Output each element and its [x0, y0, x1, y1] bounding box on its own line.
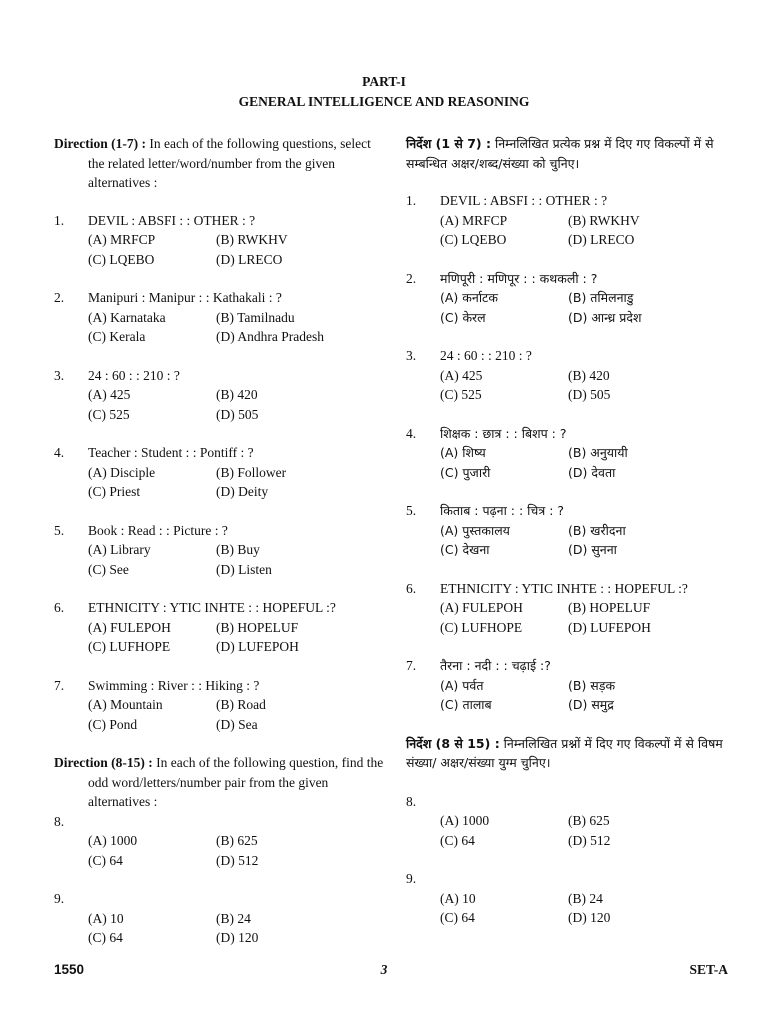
question-text: शिक्षक : छात्र : : बिशप : ?: [440, 425, 567, 441]
option-b: (B) HOPELUF: [216, 619, 299, 635]
option-c: (C) Pond: [88, 716, 138, 732]
option-a: (A) FULEPOH: [88, 619, 171, 635]
question-number: 6.: [54, 600, 65, 615]
option-b: (B) 24: [568, 890, 603, 906]
option-b: (B) सड़क: [568, 677, 616, 693]
question-text: 24 : 60 : : 210 : ?: [88, 367, 180, 383]
question-8-hindi: [406, 792, 730, 851]
option-d: (D) 120: [568, 910, 611, 925]
question-7: [54, 676, 384, 735]
option-d: (D) 120: [216, 930, 259, 945]
option-c: (C) केरल: [440, 309, 486, 325]
question-6: [54, 598, 384, 657]
option-b: (B) खरीदना: [568, 522, 626, 538]
question-number: 9.: [54, 891, 65, 906]
question-5-hindi: [406, 501, 730, 560]
question-number: 8.: [406, 793, 417, 809]
option-d: (D) देवता: [568, 464, 616, 480]
option-d: (D) 512: [216, 852, 259, 868]
option-b: (B) Buy: [216, 542, 260, 557]
option-c: (C) 64: [88, 930, 123, 945]
option-c: (C) LQEBO: [440, 232, 507, 247]
question-number: 4.: [54, 445, 65, 460]
question-number: 5.: [54, 522, 65, 538]
question-2: [54, 288, 384, 347]
option-a: (A) 10: [88, 910, 124, 926]
question-number: 3.: [406, 348, 417, 363]
question-text: Swimming : River : : Hiking : ?: [88, 677, 260, 693]
option-b: (B) 24: [216, 910, 251, 926]
question-7-hindi: [406, 656, 730, 715]
direction-text: निम्नलिखित प्रश्नों में दिए गए विकल्पों में से विषम संख्या/ अक्षर/संख्या युग्म चुनिए।: [406, 735, 723, 770]
option-a: (A) 10: [440, 890, 476, 906]
option-b: (B) तमिलनाडु: [568, 290, 634, 305]
option-c: (C) Kerala: [88, 329, 146, 344]
direction-label: Direction (8-15) :: [54, 755, 153, 770]
option-d: (D) Andhra Pradesh: [216, 329, 324, 344]
question-text: ETHNICITY : YTIC INHTE : : HOPEFUL :?: [440, 580, 688, 596]
option-c: (C) 64: [440, 832, 475, 848]
question-text: Manipuri : Manipur : : Kathakali : ?: [88, 290, 282, 305]
direction-label: निर्देश (8 से 15) :: [406, 735, 500, 751]
option-b: (B) 625: [216, 833, 258, 848]
question-3: [54, 366, 384, 425]
option-d: (D) 512: [568, 832, 611, 848]
option-a: (A) 1000: [88, 833, 138, 848]
option-d: (D) Sea: [216, 716, 258, 732]
option-c: (C) See: [88, 561, 129, 577]
hindi-column: [406, 134, 730, 947]
question-6-hindi: [406, 579, 730, 638]
option-d: (D) LRECO: [216, 251, 283, 267]
question-2-hindi: [406, 269, 730, 328]
question-number: 2.: [406, 270, 417, 286]
option-a: (A) पुस्तकालय: [440, 522, 510, 538]
part-heading: PART-I: [362, 74, 406, 89]
option-c: (C) पुजारी: [440, 464, 491, 480]
option-a: (A) Library: [88, 542, 151, 557]
question-number: 5.: [406, 503, 417, 518]
option-c: (C) LQEBO: [88, 251, 155, 267]
question-number: 9.: [406, 871, 417, 886]
option-a: (A) MRFCP: [88, 232, 156, 247]
question-number: 7.: [406, 658, 417, 673]
question-number: 7.: [54, 677, 65, 693]
question-1: [54, 211, 384, 270]
option-a: (A) Karnataka: [88, 309, 166, 325]
question-9-hindi: [406, 869, 730, 928]
option-d: (D) 505: [216, 406, 259, 422]
option-a: (A) 425: [440, 367, 483, 383]
set-label: SET-A: [689, 962, 728, 977]
option-a: (A) MRFCP: [440, 212, 508, 228]
option-c: (C) LUFHOPE: [440, 619, 523, 635]
direction-text: In each of the following question, find the odd word/letters/number pair from the given alternatives :: [88, 755, 384, 809]
question-number: 1.: [54, 212, 65, 228]
question-text: DEVIL : ABSFI : : OTHER : ?: [88, 212, 256, 228]
option-b: (B) Road: [216, 697, 266, 712]
question-text: किताब : पढ़ना : : चित्र : ?: [440, 503, 565, 518]
question-text: तैरना : नदी : : चढ़ाई :?: [440, 658, 551, 673]
option-c: (C) देखना: [440, 542, 490, 557]
option-b: (B) Tamilnadu: [216, 309, 295, 325]
question-number: 2.: [54, 290, 65, 305]
option-a: (A) Mountain: [88, 697, 163, 712]
option-a: (A) FULEPOH: [440, 600, 523, 615]
question-text: मणिपूरी : मणिपूर : : कथकली : ?: [440, 270, 598, 286]
option-c: (C) तालाब: [440, 697, 492, 712]
question-text: Book : Read : : Picture : ?: [88, 522, 228, 538]
direction-8-15-hindi: [406, 734, 730, 773]
option-b: (B) RWKHV: [216, 232, 288, 247]
option-c: (C) 64: [88, 852, 123, 868]
english-column: [54, 134, 384, 967]
direction-1-7: [54, 134, 384, 193]
option-a: (A) शिष्य: [440, 445, 486, 460]
question-9: [54, 889, 384, 948]
direction-label: निर्देश (1 से 7) :: [406, 136, 491, 151]
option-c: (C) LUFHOPE: [88, 639, 171, 654]
question-text: Teacher : Student : : Pontiff : ?: [88, 445, 254, 460]
booklet-code: 1550: [54, 962, 85, 977]
direction-1-7-hindi: [406, 134, 730, 173]
option-a: (A) 425: [88, 387, 131, 402]
option-c: (C) 525: [88, 406, 130, 422]
option-b: (B) 420: [568, 367, 610, 383]
option-d: (D) LUFEPOH: [568, 619, 651, 635]
option-d: (D) Deity: [216, 484, 269, 499]
option-d: (D) 505: [568, 387, 611, 402]
option-b: (B) RWKHV: [568, 212, 640, 228]
option-c: (C) 525: [440, 387, 482, 402]
direction-label: Direction (1-7) :: [54, 136, 146, 151]
question-4: [54, 443, 384, 502]
question-number: 3.: [54, 367, 65, 383]
question-5: [54, 521, 384, 580]
option-b: (B) HOPELUF: [568, 600, 651, 615]
option-c: (C) Priest: [88, 484, 141, 499]
question-8: [54, 812, 384, 871]
direction-text: निम्नलिखित प्रत्येक प्रश्न में दिए गए विकल्पों में से सम्बन्धित अक्षर/शब्द/संख्या को चुनिए।: [406, 136, 714, 171]
option-c: (C) 64: [440, 910, 475, 925]
option-d: (D) सुनना: [568, 542, 617, 557]
option-b: (B) Follower: [216, 464, 287, 480]
question-number: 1.: [406, 193, 417, 208]
section-heading: GENERAL INTELLIGENCE AND REASONING: [238, 94, 530, 109]
question-text: 24 : 60 : : 210 : ?: [440, 348, 532, 363]
question-number: 8.: [54, 813, 65, 829]
option-a: (A) कर्नाटक: [440, 290, 498, 305]
option-d: (D) LRECO: [568, 232, 635, 247]
direction-8-15: [54, 753, 384, 812]
question-text: DEVIL : ABSFI : : OTHER : ?: [440, 193, 608, 208]
option-b: (B) 420: [216, 387, 258, 402]
question-number: 6.: [406, 580, 417, 596]
direction-text: In each of the following questions, select the related letter/word/number from the given alternatives :: [88, 136, 371, 190]
question-1-hindi: [406, 191, 730, 250]
option-b: (B) अनुयायी: [568, 445, 628, 460]
option-d: (D) LUFEPOH: [216, 639, 299, 654]
question-4-hindi: [406, 424, 730, 483]
option-b: (B) 625: [568, 813, 610, 828]
question-number: 4.: [406, 425, 417, 441]
question-3-hindi: [406, 346, 730, 405]
option-a: (A) Disciple: [88, 464, 156, 480]
option-d: (D) आन्ध्र प्रदेश: [568, 309, 642, 325]
option-a: (A) पर्वत: [440, 677, 484, 693]
option-d: (D) समुद्र: [568, 697, 614, 712]
page-number: 3: [380, 962, 388, 977]
question-text: ETHNICITY : YTIC INHTE : : HOPEFUL :?: [88, 600, 336, 615]
option-a: (A) 1000: [440, 813, 490, 828]
option-d: (D) Listen: [216, 561, 272, 577]
